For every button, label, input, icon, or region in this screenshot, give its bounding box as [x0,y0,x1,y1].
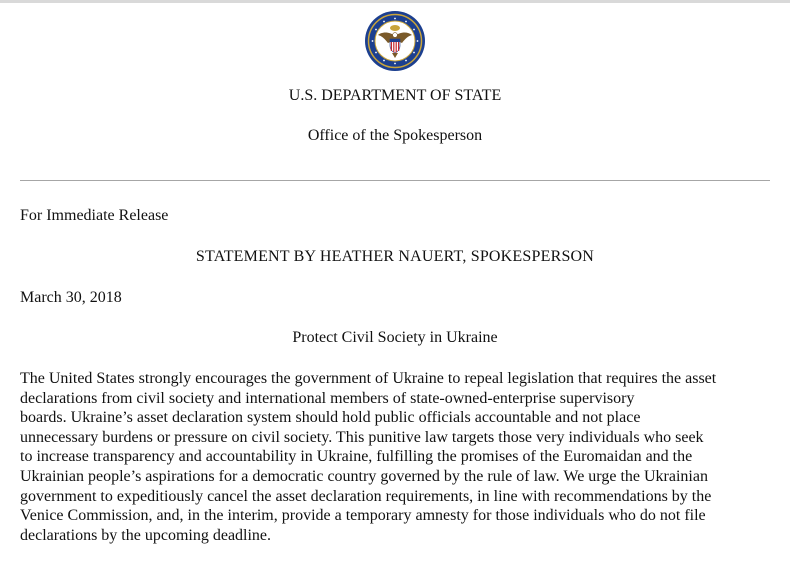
body-line: government to expeditiously cancel the asset declaration requirements, in line with recommendations by the [20,487,712,505]
body-line: boards. Ukraine’s asset declaration system should hold public officials accountable and not place [20,409,641,427]
body-line: declarations from civil society and international members of state-owned-enterprise supervisory [20,389,635,407]
release-date: March 30, 2018 [20,289,122,306]
statement-headline: Protect Civil Society in Ukraine [292,329,498,346]
statement-body [20,369,780,545]
top-edge-rule [0,0,790,3]
body-line: Venice Commission, and, in the interim, provide a temporary amnesty for those individuals who do not file [20,507,706,525]
statement-byline: STATEMENT BY HEATHER NAUERT, SPOKESPERSON [195,248,595,265]
office-name: Office of the Spokesperson [307,127,483,144]
department-name: U.S. DEPARTMENT OF STATE [288,87,502,104]
body-line: The United States strongly encourages the government of Ukraine to repeal legislation that requires the asset [20,370,717,387]
release-label: For Immediate Release [20,207,169,224]
state-department-seal-icon [364,10,426,72]
body-line: declarations by the upcoming deadline. [20,526,272,544]
body-line: unnecessary burdens or pressure on civil society. This punitive law targets those very individuals who seek [20,428,704,446]
header-divider [20,180,770,181]
body-line: to increase transparency and accountability in Ukraine, fulfilling the promises of the Euromaidan and the [20,448,693,466]
body-line: Ukrainian people’s aspirations for a democratic country governed by the rule of law. We urge the Ukrainian [20,467,708,485]
